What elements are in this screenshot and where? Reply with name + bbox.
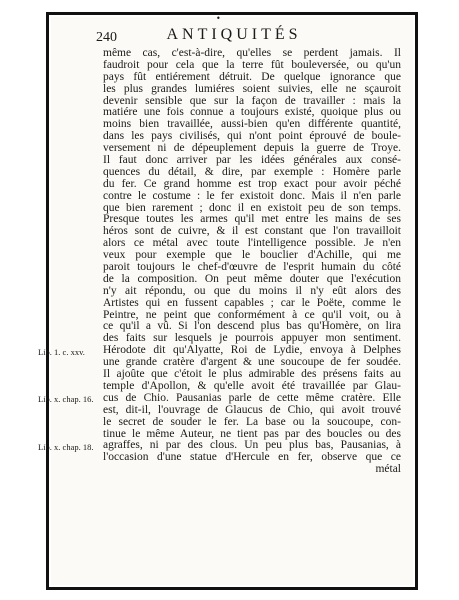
margin-note: Lib. 1. c. xxv. — [38, 346, 85, 357]
text-line: que bien rarement ; donc il en existoit peu de son temps. — [103, 201, 401, 214]
text-line: une grande cratère d'argent & une soucoupe de fer soudée. — [103, 356, 401, 369]
header-ornament: • — [216, 14, 221, 23]
text-line: héros sont de cuivre, & il est constant que l'on travailloit — [103, 225, 401, 238]
text-line: de la composition. On peut même douter que l'exécution — [103, 272, 401, 285]
text-line: quences du détail, & dire, par exemple : Homère parle — [103, 165, 401, 178]
text-line: alors ce métal avec toute l'intelligence possible. Je n'en — [103, 237, 401, 250]
text-line: des faits sur lesquels je pourrois appuyer mon sentiment. — [103, 332, 401, 345]
text-line: paroit toujours le chef-d'œuvre de l'esprit humain du côté — [103, 261, 401, 274]
text-line: Hérodote dit qu'Alyatte, Roi de Lydie, envoya à Delphes — [103, 344, 401, 357]
margin-note: Lib. x. chap. 18. — [38, 441, 94, 452]
body-text — [103, 48, 401, 476]
text-line: veux pour exemple que le bouclier d'Achille, qui me — [103, 249, 401, 262]
text-line: du fer. Ce grand homme est trop exact pour avoir péché — [103, 177, 401, 190]
text-line: les plus grandes lumiéres soient suivies, elle ne sçauroit — [103, 82, 401, 95]
text-line: contre le costume : le fer existoit donc. Mais il n'en parle — [103, 189, 401, 202]
text-line: Il ajoûte que c'étoit le plus admirable des présens faits au — [103, 368, 401, 381]
text-line: pays fût entiérement détruit. De quelque ignorance que — [103, 70, 401, 83]
text-line: même cas, c'est-à-dire, qu'elles se perdent jamais. Il — [103, 47, 401, 59]
text-line: ce qu'il a vû. Si l'on descend plus bas qu'Homère, on lira — [103, 320, 401, 333]
margin-note: Lib. x. chap. 16. — [38, 394, 94, 405]
text-line: faudroit pour cela que la terre fût bouleversée, ou qu'un — [103, 58, 401, 71]
text-line: tinue le même Auteur, ne tient pas par des boucles ou des — [103, 427, 401, 440]
text-line: temple d'Apollon, & qu'elle avoit été travaillée par Glau- — [103, 379, 401, 392]
text-line: Il faut donc arriver par les idées générales aux consé- — [103, 154, 401, 167]
text-line: cus de Chio. Pausanias parle de cette même cratère. Elle — [103, 391, 401, 404]
text-line: dans les pays civilisés, qui n'ont point éprouvé de boule- — [103, 130, 401, 143]
text-line: matiére une fois connue a toujours existé, quoique plus ou — [103, 106, 401, 119]
running-title: ANTIQUITÉS — [166, 26, 302, 43]
text-line: Peintre, ne peint que conformément à ce qu'il voit, ou à — [103, 308, 401, 321]
text-line: devenir sensible que sur la façon de travailler : mais la — [103, 94, 401, 107]
text-line: le secret de souder le fer. La base ou la soucoupe, con- — [103, 415, 401, 428]
text-line: Presque toutes les armes qu'il met entre les mains de ses — [103, 213, 401, 226]
text-line: agraffes, ni par des clous. Un peu plus bas, Pausanias, à — [103, 439, 401, 452]
text-line: n'y ait répondu, ou que du moins il n'y eût alors des — [103, 284, 401, 297]
text-line: versement ni de dépeuplement depuis la guerre de Troye. — [103, 142, 401, 155]
text-line: est, dit-il, l'ouvrage de Glaucus de Chio, qui avoit trouvé — [103, 403, 401, 416]
text-line: moins bien travaillée, aussi-bien qu'en différente quantité, — [103, 118, 401, 131]
text-line: Artistes qui en fussent capables ; car le Poëte, comme le — [103, 296, 401, 309]
text-line: l'occasion d'une statue d'Hercule en fer, observe que ce — [103, 451, 401, 464]
text-line: métal — [375, 463, 401, 476]
page-number: 240 — [96, 30, 117, 45]
